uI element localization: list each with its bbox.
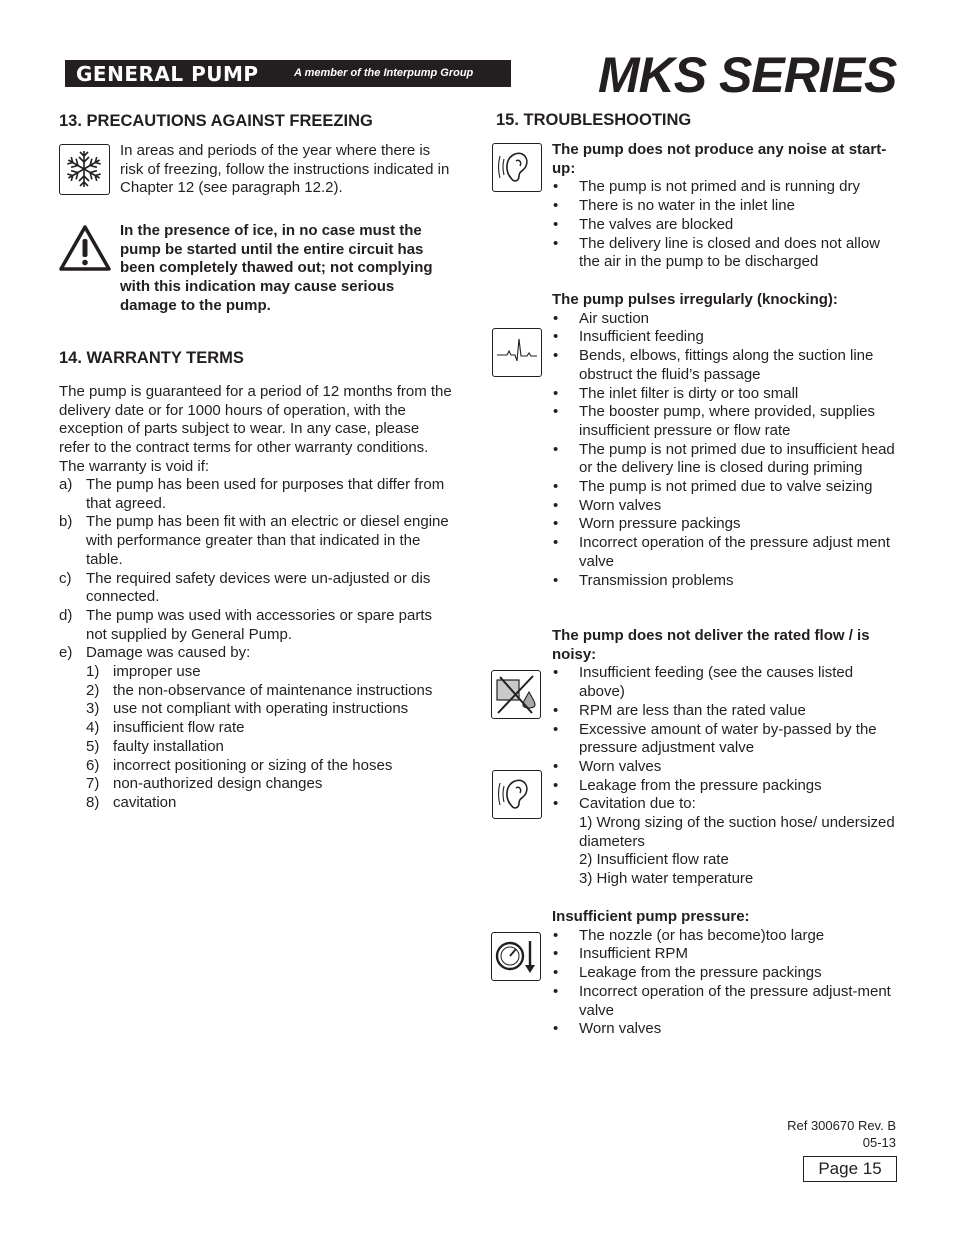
list-item: • The valves are blocked — [553, 215, 734, 233]
list-item: • The nozzle (or has become)too large — [553, 926, 825, 944]
troubleshooting-group — [552, 141, 897, 272]
freezing-intro: In areas and periods of the year where there is risk of freezing, follow the instructions indicated in Chapter 12 (see paragraph 12.2). — [120, 142, 450, 197]
list-item: • The pump is not primed due to insufficient head or the delivery line is closed during priming — [553, 440, 895, 477]
brand-bar — [65, 60, 511, 87]
list-item: • Cavitation due to: 1) Wrong sizing of the suction hose/ undersized diameters 2) Insufficient flow rate 3) High water temperature — [552, 795, 897, 889]
list-item: • Bends, elbows, fittings along the suction line obstruct the fluid’s passage — [553, 347, 874, 383]
document-reference — [787, 1117, 896, 1151]
list-item: 4) insufficient flow rate — [86, 719, 245, 737]
list-item: • Insufficient feeding (see the causes listed above) — [553, 664, 854, 701]
list-item: • The pump is not primed and is running dry — [553, 178, 860, 196]
list-item: • The pump is not primed due to valve seizing — [553, 478, 873, 496]
series-title: MKS SERIES — [598, 47, 897, 103]
list-item: • Worn pressure packings — [553, 515, 741, 533]
list-item: d) The pump was used with accessories or spare parts not supplied by General Pump. — [59, 606, 432, 643]
cavitation-cause: 3) High water temperature — [579, 870, 754, 888]
list-item: 5) faulty installation — [86, 737, 224, 755]
pressure-gauge-icon — [491, 932, 541, 981]
warranty-intro: The pump is guaranteed for a period of 12 months from the delivery date or for 1000 hours of operation, with the exception of parts subject to wear. In any case, please refer to the contract terms for other warranty conditions. The warranty is void if: — [59, 383, 452, 475]
cause-list — [552, 927, 897, 1039]
list-item: • Worn valves — [553, 1020, 662, 1038]
cavitation-cause: 1) Wrong sizing of the suction hose/ undersized diameters — [579, 814, 895, 850]
list-item: 3) use not compliant with operating instructions — [86, 700, 409, 718]
section-15-heading: 15. TROUBLESHOOTING — [496, 111, 692, 129]
troubleshooting-group — [552, 908, 897, 1039]
page-number: Page 15 — [803, 1156, 897, 1182]
freezing-warning: In the presence of ice, in no case must the pump be started until the entire circuit has been completely thawed out; not complying with this indication may cause serious damage to the pump. — [120, 222, 433, 314]
warning-triangle-icon — [58, 224, 112, 272]
list-item: • The booster pump, where provided, supplies insufficient pressure or flow rate — [553, 403, 876, 439]
list-item: 7) non-authorized design changes — [86, 775, 323, 793]
troubleshooting-group — [552, 627, 897, 889]
group-title: Insufficient pump pressure: — [552, 908, 750, 925]
list-item: • There is no water in the inlet line — [553, 197, 795, 215]
list-item: • The delivery line is closed and does not allow the air in the pump to be discharged — [553, 234, 881, 271]
list-item: • Insufficient feeding — [553, 328, 704, 346]
list-item: • Leakage from the pressure packings — [553, 776, 822, 794]
snowflake-icon — [59, 144, 110, 195]
list-item: • Incorrect operation of the pressure adjust ment valve — [553, 534, 891, 570]
list-item: • Transmission problems — [553, 571, 734, 589]
cause-list — [552, 664, 897, 888]
ear-icon — [492, 770, 542, 819]
pulse-waveform-icon — [492, 328, 542, 377]
list-item: • The inlet filter is dirty or too small — [553, 384, 799, 402]
list-item: • Excessive amount of water by-passed by the pressure adjustment valve — [553, 720, 877, 757]
list-item: a) The pump has been used for purposes that differ from that agreed. — [59, 476, 445, 512]
list-item: 6) incorrect positioning or sizing of the hoses — [86, 756, 393, 774]
troubleshooting-group — [552, 291, 897, 590]
list-item: c) The required safety devices were un-adjusted or dis connected. — [59, 569, 431, 606]
cause-list — [552, 310, 897, 591]
list-item: 1) improper use — [86, 663, 201, 681]
cavitation-cause: 2) Insufficient flow rate — [579, 851, 729, 869]
group-title: The pump pulses irregularly (knocking): — [552, 291, 838, 308]
group-title: The pump does not produce any noise at start-up: — [552, 141, 887, 177]
brand-tagline: A member of the Interpump Group — [294, 67, 474, 79]
list-item: • Worn valves — [553, 757, 662, 775]
list-item: b) The pump has been fit with an electric or diesel engine with performance greater than that indicated in the table. — [59, 513, 449, 568]
list-item: • Air suction — [553, 309, 650, 327]
list-item: e) Damage was caused by: 1) improper use 2) the non-observance of maintenance instructions 3) use not compliant with operating instructions 4) insufficient flow rate 5) faulty installation 6) incorrect positioning or sizing of the hoses 7) non-authorized design changes 8) cavitation — [59, 644, 454, 812]
warranty-conditions-list — [59, 476, 454, 813]
revision-date: 05-13 — [862, 1135, 896, 1150]
list-item: • Insufficient RPM — [553, 945, 688, 963]
cause-list — [552, 178, 897, 272]
ear-icon — [492, 143, 542, 192]
list-item: • Worn valves — [553, 496, 662, 514]
section-14-heading: 14. WARRANTY TERMS — [59, 349, 244, 367]
no-flow-icon — [491, 670, 541, 719]
group-title: The pump does not deliver the rated flow / is noisy: — [552, 627, 870, 663]
list-item: • RPM are less than the rated value — [553, 701, 806, 719]
list-item: 2) the non-observance of maintenance instructions — [86, 681, 433, 699]
reference-number: Ref 300670 Rev. B — [787, 1118, 896, 1133]
brand-logo: GENERAL PUMP — [76, 62, 259, 86]
list-item: • Incorrect operation of the pressure adjust-ment valve — [553, 982, 891, 1019]
section-13-heading: 13. PRECAUTIONS AGAINST FREEZING — [59, 112, 373, 130]
damage-causes-list — [86, 663, 454, 813]
list-item: • Leakage from the pressure packings — [553, 964, 822, 982]
list-item: 8) cavitation — [86, 793, 177, 811]
